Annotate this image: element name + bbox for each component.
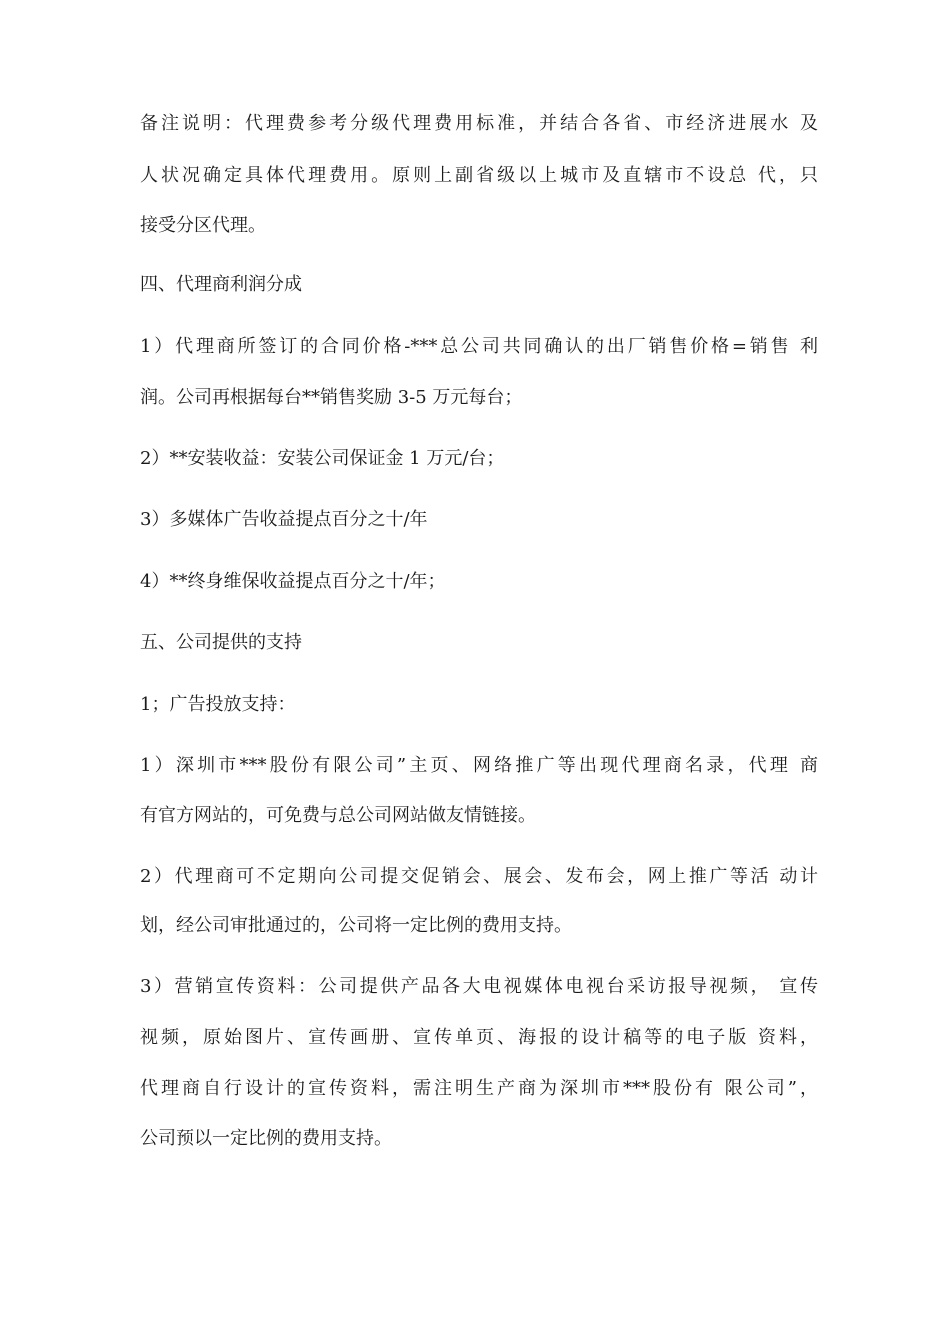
- paragraph-line: 1）深圳市***股份有限公司”主页、网络推广等出现代理商名录，代理 商: [140, 755, 818, 776]
- paragraph-line: 3）营销宣传资料：公司提供产品各大电视媒体电视台采访报导视频， 宣传: [140, 976, 818, 997]
- paragraph-line: 1）代理商所签订的合同价格-***总公司共同确认的出厂销售价格=销售 利: [140, 336, 818, 357]
- paragraph-line: 有官方网站的，可免费与总公司网站做友情链接。: [140, 805, 536, 826]
- paragraph-line: 2）**安装收益：安装公司保证金 1 万元/台；: [140, 448, 505, 469]
- paragraph-line: 2）代理商可不定期向公司提交促销会、展会、发布会，网上推广等活 动计: [140, 866, 818, 887]
- paragraph-line: 3）多媒体广告收益提点百分之十/年: [140, 509, 428, 530]
- paragraph-line: 代理商自行设计的宣传资料，需注明生产商为深圳市***股份有 限公司”，: [140, 1078, 818, 1099]
- section-heading: 四、代理商利润分成: [140, 274, 302, 295]
- paragraph-line: 润。公司再根据每台**销售奖励 3-5 万元每台；: [140, 387, 523, 408]
- paragraph-line: 接受分区代理。: [140, 215, 266, 236]
- paragraph-line: 人状况确定具体代理费用。原则上副省级以上城市及直辖市不设总 代，只: [140, 165, 818, 186]
- paragraph-line: 视频，原始图片、宣传画册、宣传单页、海报的设计稿等的电子版 资料，: [140, 1027, 818, 1048]
- paragraph-line: 4）**终身维保收益提点百分之十/年；: [140, 571, 446, 592]
- paragraph-line: 划，经公司审批通过的，公司将一定比例的费用支持。: [140, 915, 572, 936]
- paragraph-line: 公司预以一定比例的费用支持。: [140, 1128, 392, 1149]
- subsection-heading: 1；广告投放支持：: [140, 694, 296, 715]
- section-heading: 五、公司提供的支持: [140, 632, 302, 653]
- paragraph-line: 备注说明：代理费参考分级代理费用标准，并结合各省、市经济进展水 及: [140, 113, 818, 134]
